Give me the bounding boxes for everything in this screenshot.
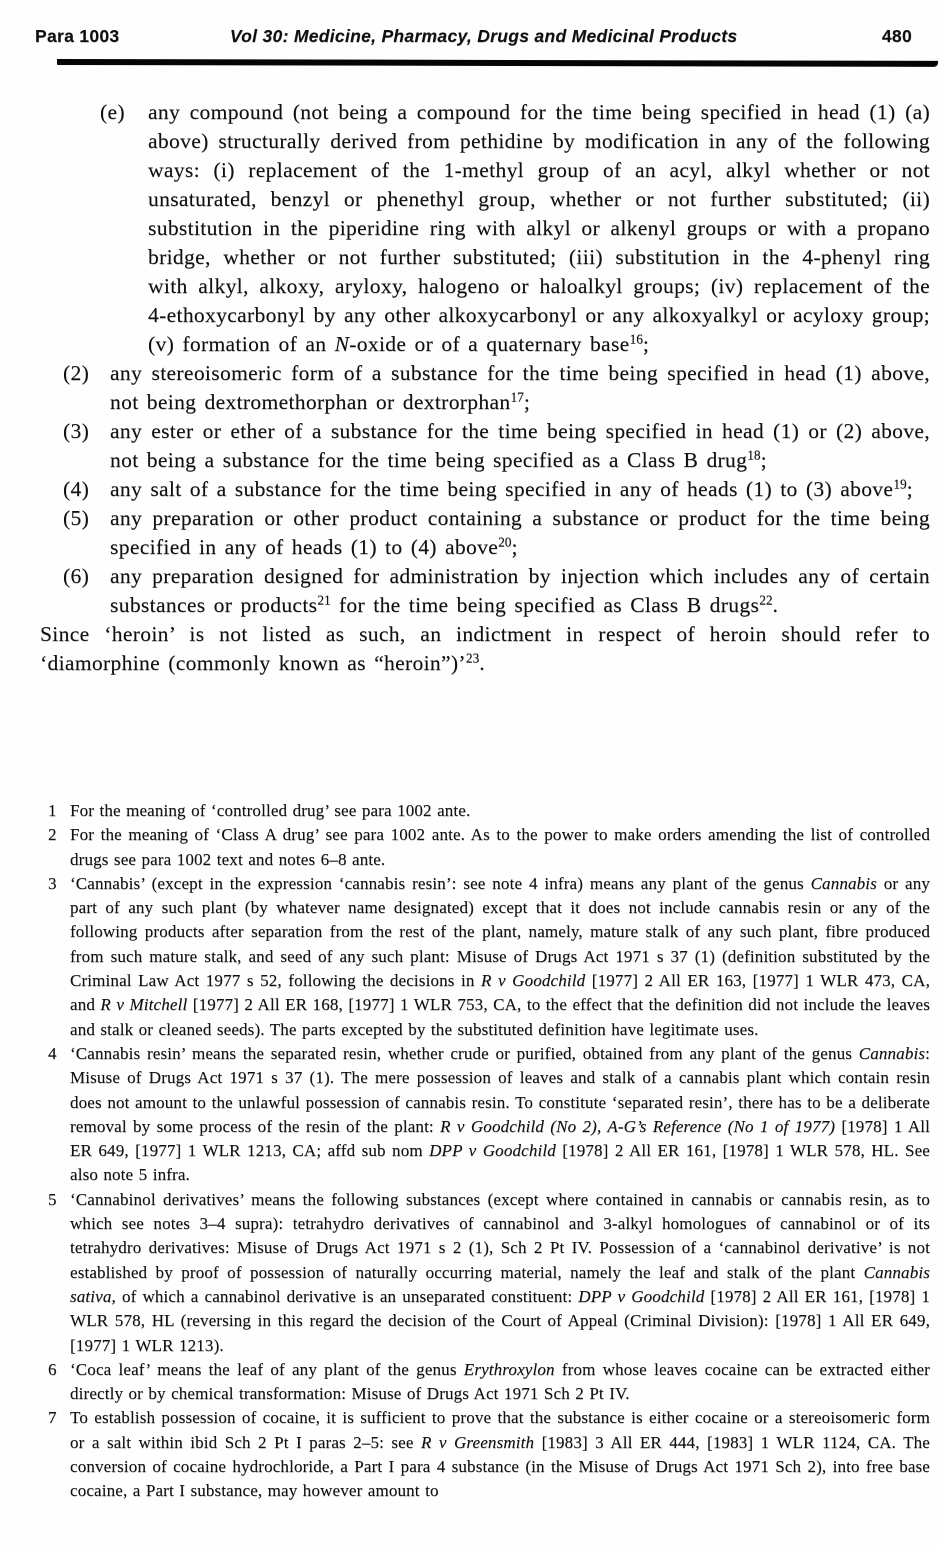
footnote-1: [48, 799, 930, 823]
main-text: [40, 98, 930, 678]
list-marker: (e): [100, 100, 125, 124]
list-marker: (6): [63, 564, 90, 588]
running-head: [35, 26, 912, 52]
footnote-number: 7: [48, 1408, 57, 1428]
footnote-text: For the meaning of ‘controlled drug’ see para 1002 ante.: [70, 801, 471, 820]
header-rule: [57, 59, 938, 67]
footnote-text: ‘Cannabinol derivatives’ means the following substances (except where contained in cannabis or cannabis resin, as to which see notes 3–4 supra): tetrahydro derivatives of cannabinol and 3-alkyl homologues of cannabinol or of its tetrahydro derivatives: Misuse of Drugs Act 1971 s 2 (1), Sch 2 Pt IV. Possession of a ‘cannabinol derivative’ is not established by proof of possession of naturally occurring material, namely the leaf and stalk of the plant Cannabis sativa, of which a cannabinol derivative is an unseparated constituent: DPP v Goodchild [1978] 2 All ER 161, [1978] 1 WLR 578, HL (reversing in this regard the decision of the Court of Appeal (Criminal Division): [1978] 1 All ER 649, [1977] 1 WLR 1213).: [70, 1189, 930, 1355]
closing-paragraph: Since ‘heroin’ is not listed as such, an indictment in respect of heroin should refer to ‘diamorphine (commonly known as “heroin”)’$^{23}$.: [40, 622, 930, 675]
list-text: any stereoisomeric form of a substance for the time being specified in head (1) above, not being dextromethorphan or dextrorphan$^{17}$;: [110, 361, 930, 414]
footnote-text: For the meaning of ‘Class A drug’ see para 1002 ante. As to the power to make orders amending the list of controlled drugs see para 1002 text and notes 6–8 ante.: [70, 825, 930, 869]
footnote-number: 4: [48, 1043, 57, 1063]
footnote-number: 6: [48, 1359, 57, 1379]
list-item-4: [40, 475, 930, 504]
footnote-6: [48, 1358, 930, 1407]
list-item-e: [40, 98, 930, 359]
header-para-number: Para 1003: [35, 26, 120, 46]
list-item-5: [40, 504, 930, 562]
footnote-2: [48, 823, 930, 872]
list-marker: (3): [63, 419, 90, 443]
list-marker: (5): [63, 506, 90, 530]
footnotes-section: [48, 799, 930, 1504]
list-marker: (4): [63, 477, 90, 501]
list-text: any preparation designed for administration by injection which includes any of certain substances or products$^{21}$ for the time being specified as Class B drugs$^{22}$.: [110, 564, 930, 617]
footnote-number: 5: [48, 1189, 57, 1209]
footnote-number: 2: [48, 825, 57, 845]
list-item-3: [40, 417, 930, 475]
header-volume-title: Vol 30: Medicine, Pharmacy, Drugs and Medicinal Products: [229, 26, 738, 46]
header-page-number: 480: [881, 26, 912, 46]
footnote-number: 1: [48, 801, 57, 820]
list-text: any ester or ether of a substance for the time being specified in head (1) or (2) above, not being a substance for the time being specified as a Class B drug$^{18}$;: [110, 419, 930, 472]
footnote-text: ‘Coca leaf’ means the leaf of any plant of the genus Erythroxylon from whose leaves cocaine can be extracted either directly or by chemical transformation: Misuse of Drugs Act 1971 Sch 2 Pt IV.: [70, 1359, 930, 1404]
list-text: any preparation or other product containing a substance or product for the time being specified in any of heads (1) to (4) above$^{20}$;: [110, 506, 930, 559]
footnote-5: [48, 1188, 930, 1358]
footnote-text: ‘Cannabis’ (except in the expression ‘cannabis resin’: see note 4 infra) means any plant of the genus Cannabis or any part of any such plant (by whatever name designated) except that it does not include cannabis resin or any of the following products after separation from the rest of the plant, namely, mature stalk of any such plant, fibre produced from such mature stalk, and seed of any such plant: Misuse of Drugs Act 1971 s 37 (1) (definition substituted by the Criminal Law Act 1977 s 52, following the decisions in R v Goodchild [1977] 2 All ER 163, [1977] 1 WLR 473, CA, and R v Mitchell [1977] 2 All ER 168, [1977] 1 WLR 753, CA, to the effect that the definition did not include the leaves and stalk or cleaned seeds). The parts excepted by the substituted definition have legitimate uses.: [70, 873, 930, 1039]
list-item-2: [40, 359, 930, 417]
footnote-3: [48, 872, 930, 1042]
footnote-text: To establish possession of cocaine, it is sufficient to prove that the substance is either cocaine or a stereoisomeric form or a salt within ibid Sch 2 Pt I paras 2–5: see R v Greensmith [1983] 3 All ER 444, [1983] 1 WLR 1124, CA. The conversion of cocaine hydrochloride, a Part I para 4 substance (in the Misuse of Drugs Act 1971 Sch 2), into free base cocaine, a Part I substance, may however amount to: [70, 1408, 931, 1501]
footnote-7: [48, 1406, 930, 1503]
provision-list: [40, 98, 930, 620]
list-text: any compound (not being a compound for the time being specified in head (1) (a) above) structurally derived from pethidine by modification in any of the following ways: (i) replacement of the 1-methyl group of an acyl, alkyl whether or not unsaturated, benzyl or phenethyl group, whether or not further substituted; (ii) substitution in the piperidine ring with alkyl or alkenyl groups or with a propano bridge, whether or not further substituted; (iii) substitution in the 4-phenyl ring with alkyl, alkoxy, aryloxy, halogeno or haloalkyl groups; (iv) replacement of the 4-ethoxycarbonyl by any other alkoxycarbonyl or any alkoxyalkyl or acyloxy group; (v) formation of an N-oxide or of a quaternary base$^{16}$;: [148, 100, 930, 356]
list-text: any salt of a substance for the time being specified in any of heads (1) to (3) above$^{19}$;: [110, 476, 913, 501]
list-item-6: [40, 562, 930, 620]
footnote-number: 3: [48, 873, 57, 893]
footnote-4: [48, 1042, 930, 1188]
footnote-text: ‘Cannabis resin’ means the separated resin, whether crude or purified, obtained from any plant of the genus Cannabis: Misuse of Drugs Act 1971 s 37 (1). The mere possession of leaves and stalk of a cannabis plant which contain resin does not amount to the unlawful possession of cannabis resin. To constitute ‘separated resin’, there has to be a deliberate removal by some process of the resin of the plant: R v Goodchild (No 2), A-G’s Reference (No 1 of 1977) [1978] 1 All ER 649, [1977] 1 WLR 1213, CA; affd sub nom DPP v Goodchild [1978] 2 All ER 161, [1978] 1 WLR 578, HL. See also note 5 infra.: [70, 1043, 930, 1185]
list-marker: (2): [63, 361, 90, 385]
